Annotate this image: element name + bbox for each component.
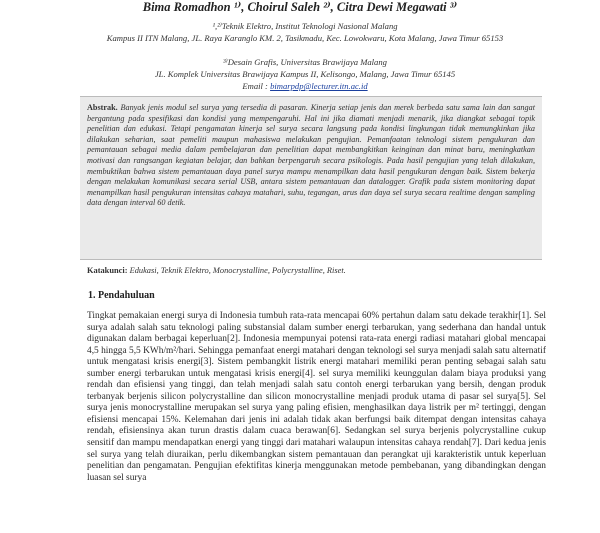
affiliation-2: ³⁾Desain Grafis, Universitas Brawijaya Malang — [223, 57, 387, 67]
email-link[interactable]: bimarpdp@lecturer.itn.ac.id — [270, 81, 368, 91]
body-paragraph: Tingkat pemakaian energi surya di Indonesia tumbuh rata-rata mencapai 60% pertahun dalam satu dekade terakhir[1]. Sel surya adalah salah satu teknologi paling substansial dalam sumber energi terbarukan, yang sederhana dan handal untuk digunakan dalam berbagai keperluan[2]. Indonesia mempunyai potensi rata-rata energi radiasi matahari global mencapai 4,5 hingga 5,5 KWh/m²/hari. Sehingga pemanfaat energi matahari dengan teknologi sel surya menjadi salah satu alternatif untuk mengatasi krisis energi[3]. Sistem pembangkit listrik energi matahari memiliki peran penting sebagai salah satu sumber energi terbarukan untuk mengatasi krisis energi[4]. sel surya memiliki keunggulan dalam biaya produksi yang rendah dan efisiensi yang tinggi, dan telah menjadi salah satu contoh energi terbarukan yang bersih, dengan produk terbanyak berjenis silicon polycrystalline dan silicon monocrystalline menjadi produk utama di pasar sel surya[5]. Sel surya jenis monocrystalline merupakan sel surya yang paling efisien, menghasilkan daya listrik per m² tertinggi, dengan efisiensi mencapai 15%. Kelemahan dari jenis ini adalah tidak akan berfungsi baik ditempat dengan intensitas cahaya rendah, efisiensinya akan turun drastis dalam cuaca berawan[6]. Sedangkan sel surya berjenis polycrystalline cukup sensitif dan mampu mendapatkan energi yang tinggi dari matahari walaupun intensitas cahaya rendah[7]. Dari kedua jenis sel surya yang telah diuraikan, perlu dikembangkan sistem pemantauan dan perangkat uji karakteristik untuk keperluan penelitian dan pengamatan. Pengujian efektifitas kinerja menggunakan metode pembebanan, yang dibandingkan dengan luasan sel surya — [87, 311, 546, 483]
keywords-line — [87, 266, 547, 275]
abstract-box — [80, 96, 542, 260]
affiliation-1: ¹,²⁾Teknik Elektro, Institut Teknologi Nasional Malang — [212, 21, 398, 31]
email-line — [60, 81, 550, 92]
author-list: Bima Romadhon ¹⁾, Choirul Saleh ²⁾, Citra Dewi Megawati ³⁾ — [142, 0, 458, 14]
keywords-label: Katakunci: — [87, 266, 128, 275]
abstract-text: Banyak jenis modul sel surya yang tersedia di pasaran. Kinerja setiap jenis dan merek berbeda satu sama lain dan sangat bergantung pada spesifikasi dan kondisi yang mempengaruhi. Hal ini jika diamati menjadi menarik, jika diangkat sebagai topik penelitian dan edukasi. Tetapi pengamatan kinerja sel surya secara langsung pada kondisi lingkungan tidak memungkinkan jika dilakukan seharian, saat pemeliti maupun mahasiswa melakukan pengujian. Pemanfaatan teknologi sistem pengukuran dan pemantauan sebagai media dalam pembelajaran dan penelitian dapat membangkitkan keinginan dan minat baru, meningkatkan motivasi dan rangsangan kegiatan belajar, dan bahkan berpengaruh secara psikologis. Pada hasil pengujian yang telah dilakukan, membuktikan bahwa sistem pemantauan daya panel surya mampu menampilkan data hasil pengukuran dengan baik. Sistem bekerja dengan melakukan komunikasi secara serial USB, antara sistem pemantauan dan datalogger. Grafik pada sistem monitoring dapat menampilkan hasil pengukuran intensitas cahaya matahari, suhu, tegangan, arus dan daya sel surya secara realtime dengan sampling data dengan interval 60 detik. — [87, 103, 535, 208]
abstract-label: Abstrak. — [87, 103, 118, 112]
affiliation-1-address: Kampus II ITN Malang, JL. Raya Karanglo KM. 2, Tasikmadu, Kec. Lowokwaru, Kota Malang, Jawa Timur 65153 — [106, 33, 504, 43]
email-label: Email : — [242, 81, 268, 91]
affiliation-2-address: JL. Komplek Universitas Brawijaya Kampus II, Kelisongo, Malang, Jawa Timur 65145 — [154, 69, 456, 79]
keywords-text: Edukasi, Teknik Elektro, Monocrystalline, Polycrystalline, Riset. — [129, 266, 346, 275]
section-heading: 1. Pendahuluan — [88, 290, 155, 301]
